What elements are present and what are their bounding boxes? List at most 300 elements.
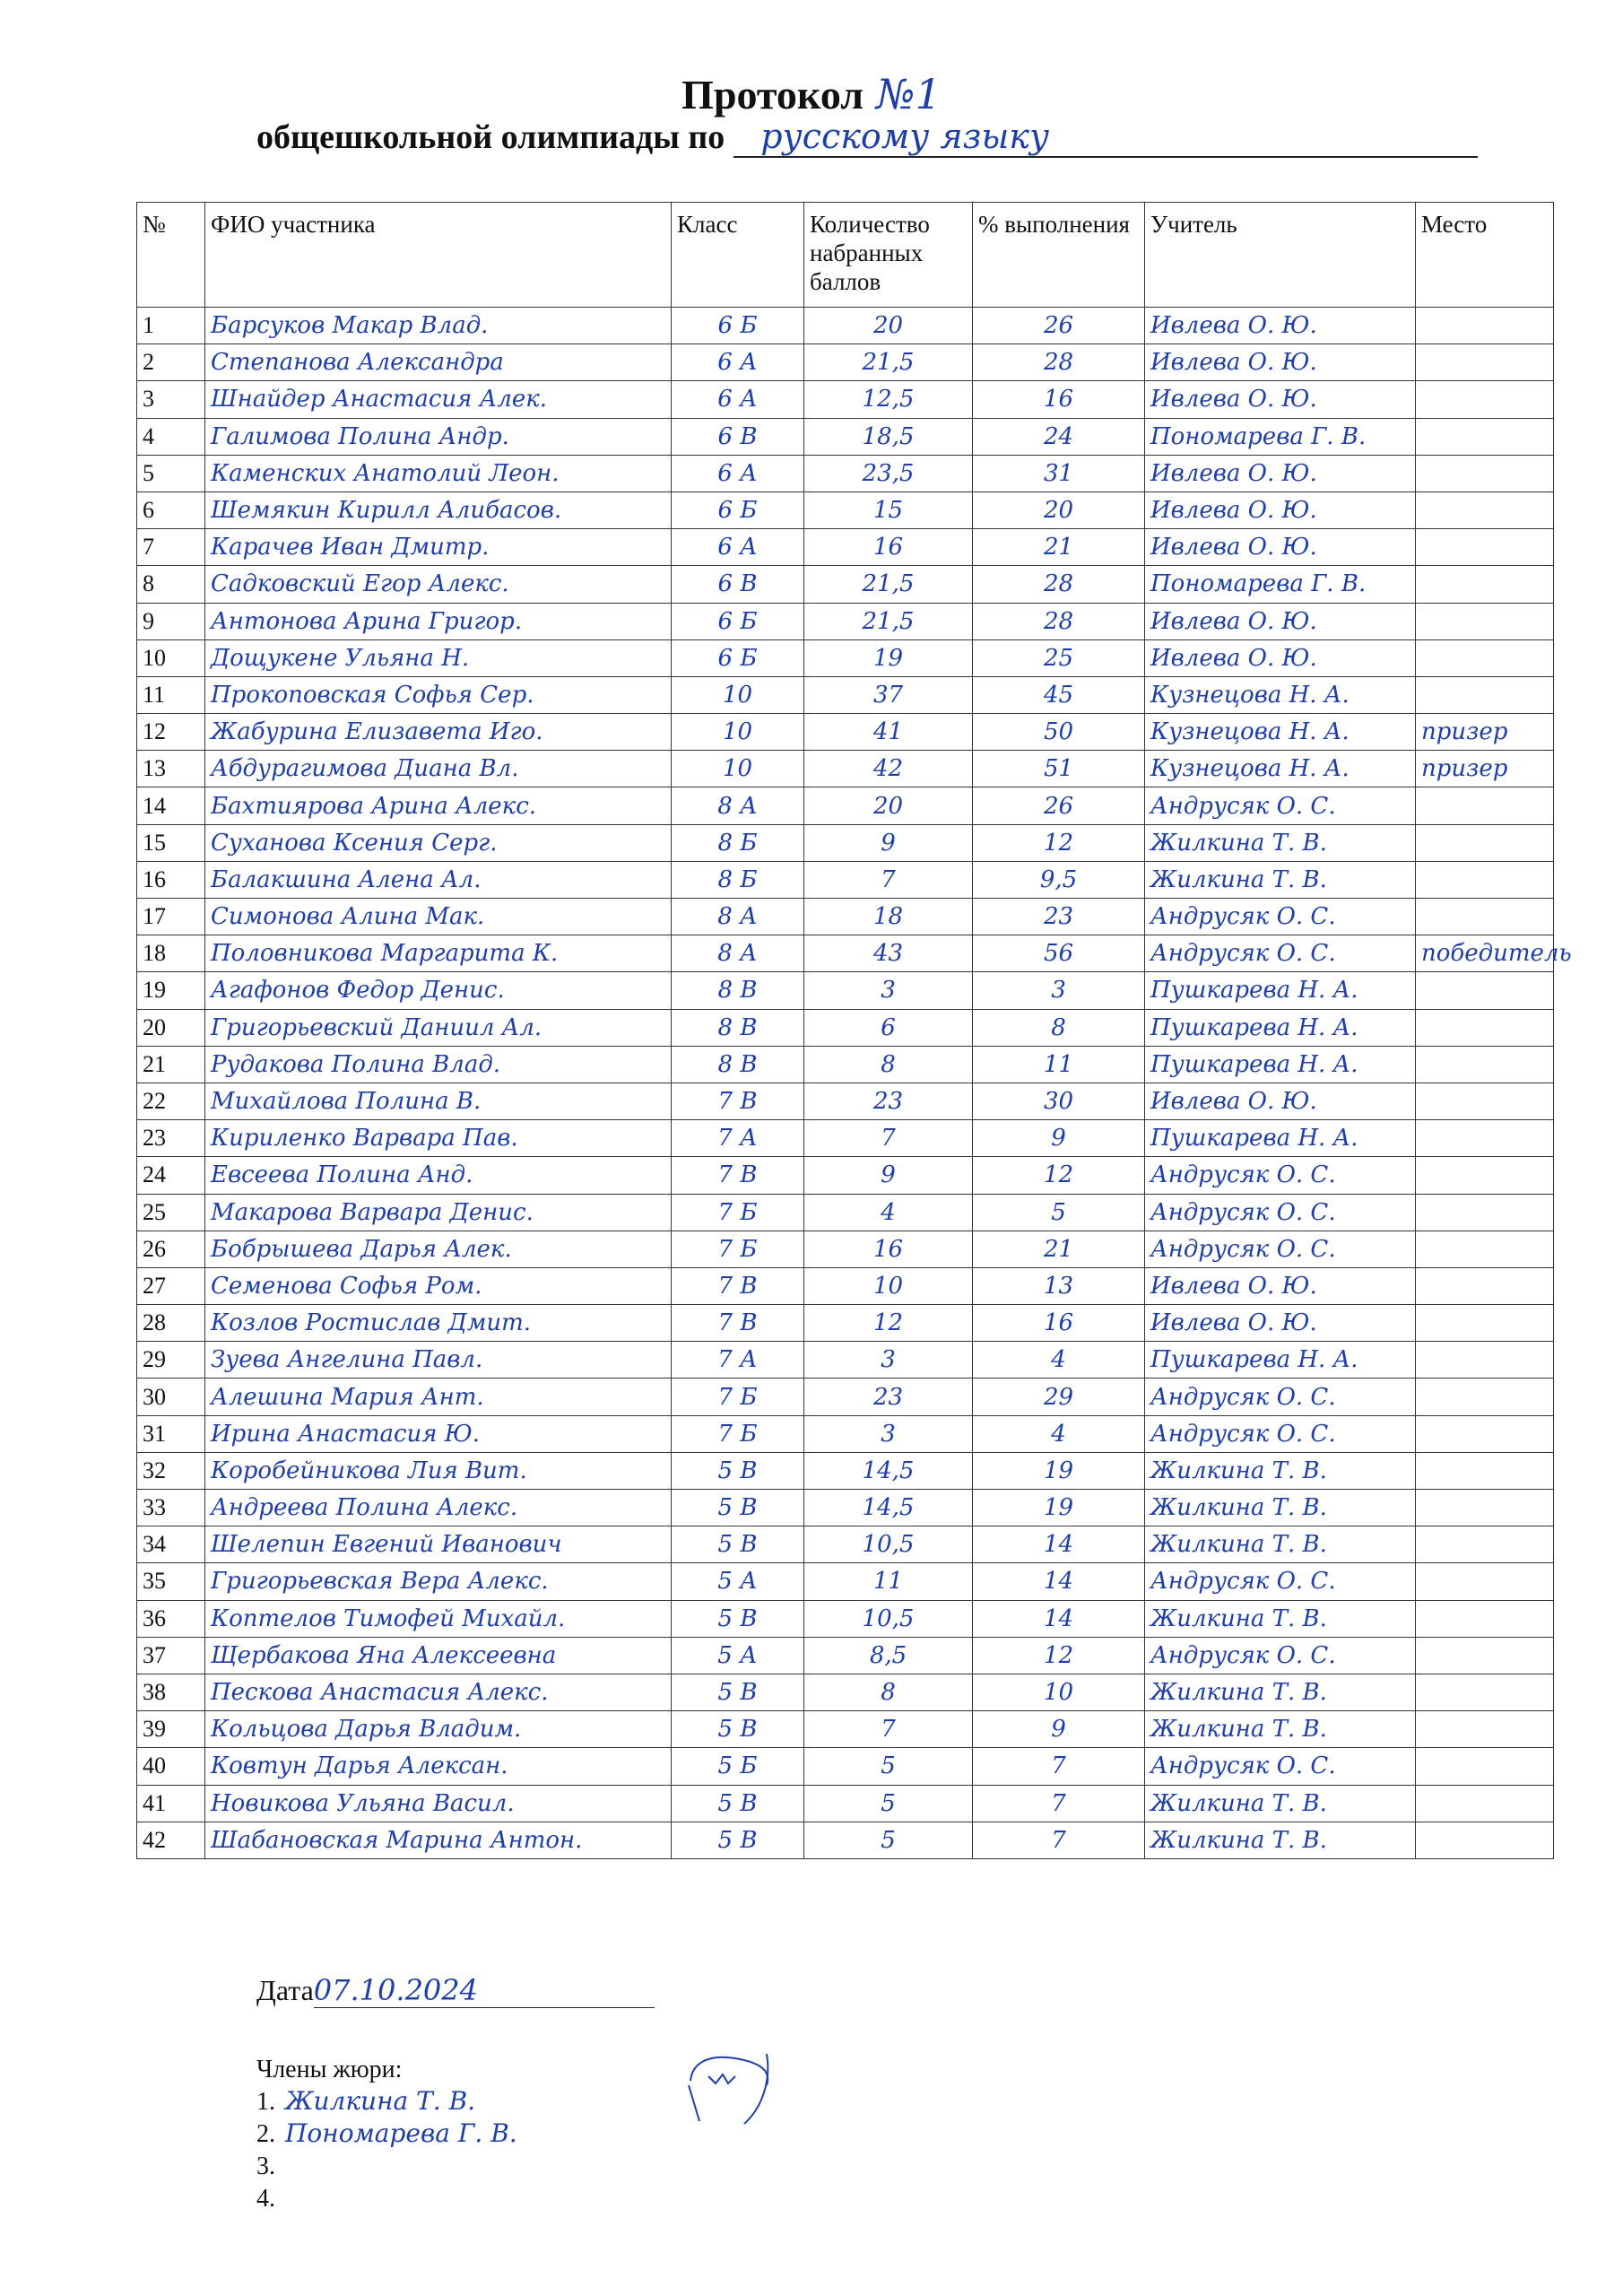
cell-percent: 21 <box>973 1231 1145 1267</box>
cell-percent: 26 <box>973 308 1145 344</box>
cell-place: призер <box>1416 714 1554 751</box>
date-value: 07.10.2024 <box>314 1973 655 2008</box>
cell-score: 21,5 <box>804 344 973 381</box>
cell-name: Козлов Ростислав Дмит. <box>205 1305 672 1342</box>
cell-percent: 4 <box>973 1342 1145 1378</box>
table-row <box>137 1120 1554 1157</box>
cell-name: Бахтиярова Арина Алекс. <box>205 787 672 824</box>
cell-name: Дощукене Ульяна Н. <box>205 639 672 676</box>
cell-score: 21,5 <box>804 603 973 639</box>
cell-number: 39 <box>137 1711 205 1748</box>
cell-class: 5 В <box>672 1674 804 1710</box>
cell-percent: 16 <box>973 1305 1145 1342</box>
table-row <box>137 1785 1554 1822</box>
cell-percent: 10 <box>973 1674 1145 1710</box>
cell-class: 5 В <box>672 1711 804 1748</box>
cell-name: Коптелов Тимофей Михайл. <box>205 1600 672 1637</box>
table-row <box>137 1711 1554 1748</box>
jury-label: Члены жюри: <box>256 2056 403 2083</box>
cell-place <box>1416 1637 1554 1674</box>
cell-percent: 28 <box>973 566 1145 603</box>
title-text: Протокол <box>681 72 864 117</box>
cell-class: 7 Б <box>672 1231 804 1267</box>
cell-place <box>1416 491 1554 528</box>
cell-number: 23 <box>137 1120 205 1157</box>
jury-member <box>256 2118 517 2150</box>
cell-place <box>1416 1157 1554 1194</box>
cell-number: 28 <box>137 1305 205 1342</box>
cell-teacher: Ивлева О. Ю. <box>1145 529 1416 566</box>
cell-place <box>1416 676 1554 713</box>
cell-number: 14 <box>137 787 205 824</box>
cell-score: 3 <box>804 1342 973 1378</box>
cell-place <box>1416 1674 1554 1710</box>
subtitle-label: общешкольной олимпиады по <box>256 118 725 156</box>
cell-number: 12 <box>137 714 205 751</box>
cell-name: Шнайдер Анастасия Алек. <box>205 381 672 418</box>
cell-percent: 4 <box>973 1415 1145 1452</box>
cell-number: 32 <box>137 1452 205 1489</box>
cell-class: 7 Б <box>672 1194 804 1231</box>
cell-place <box>1416 1822 1554 1858</box>
cell-teacher: Кузнецова Н. А. <box>1145 676 1416 713</box>
cell-place <box>1416 1415 1554 1452</box>
cell-place <box>1416 1046 1554 1083</box>
table-row <box>137 344 1554 381</box>
table-row <box>137 639 1554 676</box>
cell-number: 17 <box>137 899 205 935</box>
cell-place <box>1416 1711 1554 1748</box>
jury-block <box>256 2054 517 2214</box>
cell-teacher: Пушкарева Н. А. <box>1145 1342 1416 1378</box>
cell-place <box>1416 381 1554 418</box>
table-row <box>137 1637 1554 1674</box>
table-row <box>137 1194 1554 1231</box>
cell-percent: 14 <box>973 1600 1145 1637</box>
cell-number: 20 <box>137 1009 205 1046</box>
cell-name: Андреева Полина Алекс. <box>205 1490 672 1526</box>
cell-percent: 21 <box>973 529 1145 566</box>
cell-teacher: Пономарева Г. В. <box>1145 418 1416 455</box>
cell-score: 43 <box>804 935 973 972</box>
cell-score: 12,5 <box>804 381 973 418</box>
cell-number: 27 <box>137 1267 205 1304</box>
cell-percent: 3 <box>973 972 1145 1009</box>
cell-name: Ковтун Дарья Алексан. <box>205 1748 672 1785</box>
cell-percent: 26 <box>973 787 1145 824</box>
cell-place <box>1416 861 1554 898</box>
cell-number: 37 <box>137 1637 205 1674</box>
cell-class: 7 В <box>672 1157 804 1194</box>
cell-place <box>1416 1785 1554 1822</box>
cell-class: 7 В <box>672 1267 804 1304</box>
cell-place <box>1416 529 1554 566</box>
cell-number: 40 <box>137 1748 205 1785</box>
cell-name: Зуева Ангелина Павл. <box>205 1342 672 1378</box>
cell-score: 11 <box>804 1563 973 1600</box>
cell-name: Каменских Анатолий Леон. <box>205 455 672 491</box>
protocol-number: №1 <box>876 70 942 118</box>
col-header-place: Место <box>1416 203 1554 308</box>
date-label: Дата <box>256 1974 314 2006</box>
table-row <box>137 1748 1554 1785</box>
cell-number: 24 <box>137 1157 205 1194</box>
cell-score: 20 <box>804 787 973 824</box>
cell-number: 5 <box>137 455 205 491</box>
cell-score: 8 <box>804 1674 973 1710</box>
cell-number: 15 <box>137 824 205 861</box>
col-header-score: Количество набранных баллов <box>804 203 973 308</box>
cell-teacher: Ивлева О. Ю. <box>1145 1267 1416 1304</box>
cell-score: 8 <box>804 1046 973 1083</box>
cell-class: 6 А <box>672 381 804 418</box>
cell-place <box>1416 418 1554 455</box>
cell-score: 12 <box>804 1305 973 1342</box>
cell-score: 16 <box>804 529 973 566</box>
cell-name: Шелепин Евгений Иванович <box>205 1526 672 1563</box>
page-subtitle <box>256 117 1478 158</box>
cell-teacher: Андрусяк О. С. <box>1145 787 1416 824</box>
cell-score: 5 <box>804 1748 973 1785</box>
cell-name: Новикова Ульяна Васил. <box>205 1785 672 1822</box>
cell-name: Жабурина Елизавета Иго. <box>205 714 672 751</box>
cell-name: Шабановская Марина Антон. <box>205 1822 672 1858</box>
cell-number: 38 <box>137 1674 205 1710</box>
table-row <box>137 899 1554 935</box>
cell-score: 4 <box>804 1194 973 1231</box>
cell-percent: 24 <box>973 418 1145 455</box>
cell-name: Агафонов Федор Денис. <box>205 972 672 1009</box>
cell-place <box>1416 1526 1554 1563</box>
cell-class: 8 В <box>672 1009 804 1046</box>
cell-teacher: Кузнецова Н. А. <box>1145 751 1416 787</box>
table-row <box>137 714 1554 751</box>
cell-place <box>1416 787 1554 824</box>
cell-name: Галимова Полина Андр. <box>205 418 672 455</box>
table-row <box>137 1378 1554 1415</box>
jury-member-name: Пономарева Г. В. <box>285 2118 517 2148</box>
cell-score: 42 <box>804 751 973 787</box>
jury-member <box>256 2150 517 2182</box>
cell-number: 22 <box>137 1083 205 1119</box>
cell-place <box>1416 1267 1554 1304</box>
cell-teacher: Пушкарева Н. А. <box>1145 1046 1416 1083</box>
cell-name: Щербакова Яна Алексеевна <box>205 1637 672 1674</box>
cell-teacher: Ивлева О. Ю. <box>1145 1305 1416 1342</box>
cell-teacher: Жилкина Т. В. <box>1145 824 1416 861</box>
cell-score: 9 <box>804 1157 973 1194</box>
table-row <box>137 1526 1554 1563</box>
table-row <box>137 1490 1554 1526</box>
cell-score: 7 <box>804 1120 973 1157</box>
cell-teacher: Жилкина Т. В. <box>1145 1600 1416 1637</box>
cell-percent: 14 <box>973 1563 1145 1600</box>
cell-name: Евсеева Полина Анд. <box>205 1157 672 1194</box>
cell-percent: 51 <box>973 751 1145 787</box>
cell-teacher: Жилкина Т. В. <box>1145 1711 1416 1748</box>
cell-place <box>1416 308 1554 344</box>
cell-teacher: Андрусяк О. С. <box>1145 1415 1416 1452</box>
cell-number: 6 <box>137 491 205 528</box>
cell-number: 25 <box>137 1194 205 1231</box>
col-header-class: Класс <box>672 203 804 308</box>
cell-teacher: Андрусяк О. С. <box>1145 1231 1416 1267</box>
cell-score: 14,5 <box>804 1452 973 1489</box>
cell-number: 18 <box>137 935 205 972</box>
subject-field: русскому языку <box>733 117 1478 158</box>
cell-place <box>1416 455 1554 491</box>
jury-list <box>256 2085 517 2214</box>
cell-name: Кириленко Варвара Пав. <box>205 1120 672 1157</box>
cell-class: 5 В <box>672 1785 804 1822</box>
cell-teacher: Жилкина Т. В. <box>1145 1526 1416 1563</box>
cell-class: 8 А <box>672 899 804 935</box>
cell-percent: 16 <box>973 381 1145 418</box>
cell-number: 4 <box>137 418 205 455</box>
cell-class: 5 В <box>672 1490 804 1526</box>
cell-class: 5 В <box>672 1822 804 1858</box>
cell-number: 35 <box>137 1563 205 1600</box>
table-row <box>137 1046 1554 1083</box>
cell-teacher: Андрусяк О. С. <box>1145 1378 1416 1415</box>
cell-class: 7 В <box>672 1083 804 1119</box>
cell-percent: 9 <box>973 1120 1145 1157</box>
cell-teacher: Андрусяк О. С. <box>1145 935 1416 972</box>
cell-place <box>1416 603 1554 639</box>
cell-class: 6 А <box>672 455 804 491</box>
table-row <box>137 1563 1554 1600</box>
cell-percent: 12 <box>973 1157 1145 1194</box>
cell-score: 14,5 <box>804 1490 973 1526</box>
cell-percent: 11 <box>973 1046 1145 1083</box>
cell-name: Барсуков Макар Влад. <box>205 308 672 344</box>
cell-class: 5 Б <box>672 1748 804 1785</box>
cell-name: Балакшина Алена Ал. <box>205 861 672 898</box>
cell-place <box>1416 1748 1554 1785</box>
cell-teacher: Андрусяк О. С. <box>1145 1194 1416 1231</box>
cell-place: победитель <box>1416 935 1554 972</box>
cell-class: 7 А <box>672 1120 804 1157</box>
cell-percent: 23 <box>973 899 1145 935</box>
col-header-name: ФИО участника <box>205 203 672 308</box>
cell-place <box>1416 899 1554 935</box>
cell-name: Бобрышева Дарья Алек. <box>205 1231 672 1267</box>
cell-class: 8 В <box>672 1046 804 1083</box>
cell-teacher: Жилкина Т. В. <box>1145 1490 1416 1526</box>
cell-teacher: Пушкарева Н. А. <box>1145 1009 1416 1046</box>
cell-score: 5 <box>804 1785 973 1822</box>
cell-place <box>1416 1194 1554 1231</box>
cell-number: 2 <box>137 344 205 381</box>
cell-teacher: Пушкарева Н. А. <box>1145 1120 1416 1157</box>
cell-place <box>1416 1452 1554 1489</box>
cell-percent: 12 <box>973 824 1145 861</box>
cell-score: 6 <box>804 1009 973 1046</box>
cell-class: 7 Б <box>672 1378 804 1415</box>
cell-percent: 13 <box>973 1267 1145 1304</box>
cell-score: 3 <box>804 972 973 1009</box>
cell-class: 7 Б <box>672 1415 804 1452</box>
cell-name: Степанова Александра <box>205 344 672 381</box>
results-table <box>136 202 1572 1859</box>
cell-number: 29 <box>137 1342 205 1378</box>
jury-member-number: 4. <box>256 2185 275 2213</box>
cell-name: Макарова Варвара Денис. <box>205 1194 672 1231</box>
cell-class: 8 А <box>672 787 804 824</box>
table-row <box>137 1342 1554 1378</box>
cell-name: Кольцова Дарья Владим. <box>205 1711 672 1748</box>
cell-name: Ирина Анастасия Ю. <box>205 1415 672 1452</box>
cell-number: 13 <box>137 751 205 787</box>
cell-teacher: Андрусяк О. С. <box>1145 1157 1416 1194</box>
cell-score: 18 <box>804 899 973 935</box>
cell-class: 5 В <box>672 1452 804 1489</box>
table-row <box>137 1083 1554 1119</box>
cell-number: 3 <box>137 381 205 418</box>
cell-class: 5 А <box>672 1637 804 1674</box>
jury-member <box>256 2085 517 2118</box>
cell-score: 8,5 <box>804 1637 973 1674</box>
cell-place <box>1416 566 1554 603</box>
cell-class: 5 В <box>672 1600 804 1637</box>
cell-percent: 29 <box>973 1378 1145 1415</box>
cell-teacher: Кузнецова Н. А. <box>1145 714 1416 751</box>
jury-member <box>256 2182 517 2214</box>
cell-name: Алешина Мария Ант. <box>205 1378 672 1415</box>
table-row <box>137 1231 1554 1267</box>
cell-teacher: Ивлева О. Ю. <box>1145 639 1416 676</box>
cell-score: 23 <box>804 1083 973 1119</box>
cell-score: 20 <box>804 308 973 344</box>
cell-place <box>1416 1120 1554 1157</box>
cell-class: 10 <box>672 714 804 751</box>
cell-class: 8 Б <box>672 861 804 898</box>
cell-score: 37 <box>804 676 973 713</box>
cell-place <box>1416 344 1554 381</box>
cell-teacher: Жилкина Т. В. <box>1145 1674 1416 1710</box>
cell-place <box>1416 972 1554 1009</box>
cell-class: 6 А <box>672 529 804 566</box>
cell-score: 10,5 <box>804 1600 973 1637</box>
cell-class: 6 Б <box>672 308 804 344</box>
cell-class: 7 А <box>672 1342 804 1378</box>
cell-teacher: Жилкина Т. В. <box>1145 1822 1416 1858</box>
cell-number: 1 <box>137 308 205 344</box>
col-header-teacher: Учитель <box>1145 203 1416 308</box>
cell-class: 10 <box>672 676 804 713</box>
cell-number: 8 <box>137 566 205 603</box>
cell-place <box>1416 639 1554 676</box>
jury-member-number: 2. <box>256 2120 275 2148</box>
cell-name: Пескова Анастасия Алекс. <box>205 1674 672 1710</box>
date-block <box>256 1973 655 2008</box>
cell-name: Карачев Иван Дмитр. <box>205 529 672 566</box>
cell-name: Симонова Алина Мак. <box>205 899 672 935</box>
cell-class: 10 <box>672 751 804 787</box>
cell-name: Рудакова Полина Влад. <box>205 1046 672 1083</box>
cell-score: 7 <box>804 1711 973 1748</box>
cell-class: 6 Б <box>672 603 804 639</box>
cell-place: призер <box>1416 751 1554 787</box>
col-header-number: № <box>137 203 205 308</box>
cell-percent: 8 <box>973 1009 1145 1046</box>
cell-score: 23 <box>804 1378 973 1415</box>
cell-percent: 31 <box>973 455 1145 491</box>
cell-name: Прокоповская Софья Сер. <box>205 676 672 713</box>
cell-number: 41 <box>137 1785 205 1822</box>
cell-teacher: Пушкарева Н. А. <box>1145 972 1416 1009</box>
cell-score: 9 <box>804 824 973 861</box>
cell-teacher: Ивлева О. Ю. <box>1145 455 1416 491</box>
cell-percent: 50 <box>973 714 1145 751</box>
cell-teacher: Жилкина Т. В. <box>1145 1452 1416 1489</box>
cell-place <box>1416 1342 1554 1378</box>
cell-name: Антонова Арина Григор. <box>205 603 672 639</box>
cell-name: Михайлова Полина В. <box>205 1083 672 1119</box>
cell-teacher: Андрусяк О. С. <box>1145 1748 1416 1785</box>
cell-percent: 28 <box>973 603 1145 639</box>
table-row <box>137 824 1554 861</box>
cell-place <box>1416 1083 1554 1119</box>
cell-class: 7 В <box>672 1305 804 1342</box>
cell-class: 8 В <box>672 972 804 1009</box>
cell-percent: 20 <box>973 491 1145 528</box>
cell-percent: 9,5 <box>973 861 1145 898</box>
cell-class: 6 А <box>672 344 804 381</box>
cell-number: 30 <box>137 1378 205 1415</box>
cell-class: 6 Б <box>672 639 804 676</box>
cell-number: 19 <box>137 972 205 1009</box>
cell-number: 42 <box>137 1822 205 1858</box>
signature-mark <box>681 2045 789 2126</box>
cell-score: 23,5 <box>804 455 973 491</box>
table-row <box>137 308 1554 344</box>
jury-member-number: 3. <box>256 2152 275 2180</box>
cell-class: 6 В <box>672 418 804 455</box>
cell-teacher: Ивлева О. Ю. <box>1145 308 1416 344</box>
table-row <box>137 1600 1554 1637</box>
table-row <box>137 1267 1554 1304</box>
cell-teacher: Андрусяк О. С. <box>1145 899 1416 935</box>
table-row <box>137 1157 1554 1194</box>
cell-score: 16 <box>804 1231 973 1267</box>
table-row <box>137 491 1554 528</box>
cell-number: 33 <box>137 1490 205 1526</box>
table-row <box>137 1415 1554 1452</box>
cell-score: 15 <box>804 491 973 528</box>
col-header-percent: % выполнения <box>973 203 1145 308</box>
cell-class: 8 А <box>672 935 804 972</box>
cell-percent: 9 <box>973 1711 1145 1748</box>
table-row <box>137 529 1554 566</box>
cell-number: 31 <box>137 1415 205 1452</box>
cell-percent: 28 <box>973 344 1145 381</box>
cell-number: 11 <box>137 676 205 713</box>
cell-name: Половникова Маргарита К. <box>205 935 672 972</box>
cell-name: Суханова Ксения Серг. <box>205 824 672 861</box>
cell-class: 8 Б <box>672 824 804 861</box>
cell-place <box>1416 1305 1554 1342</box>
page-title <box>0 70 1623 118</box>
cell-score: 18,5 <box>804 418 973 455</box>
table-body <box>137 308 1572 1859</box>
cell-score: 7 <box>804 861 973 898</box>
cell-place <box>1416 824 1554 861</box>
table-row <box>137 418 1554 455</box>
cell-number: 34 <box>137 1526 205 1563</box>
table-row <box>137 972 1554 1009</box>
table-row <box>137 1822 1554 1858</box>
